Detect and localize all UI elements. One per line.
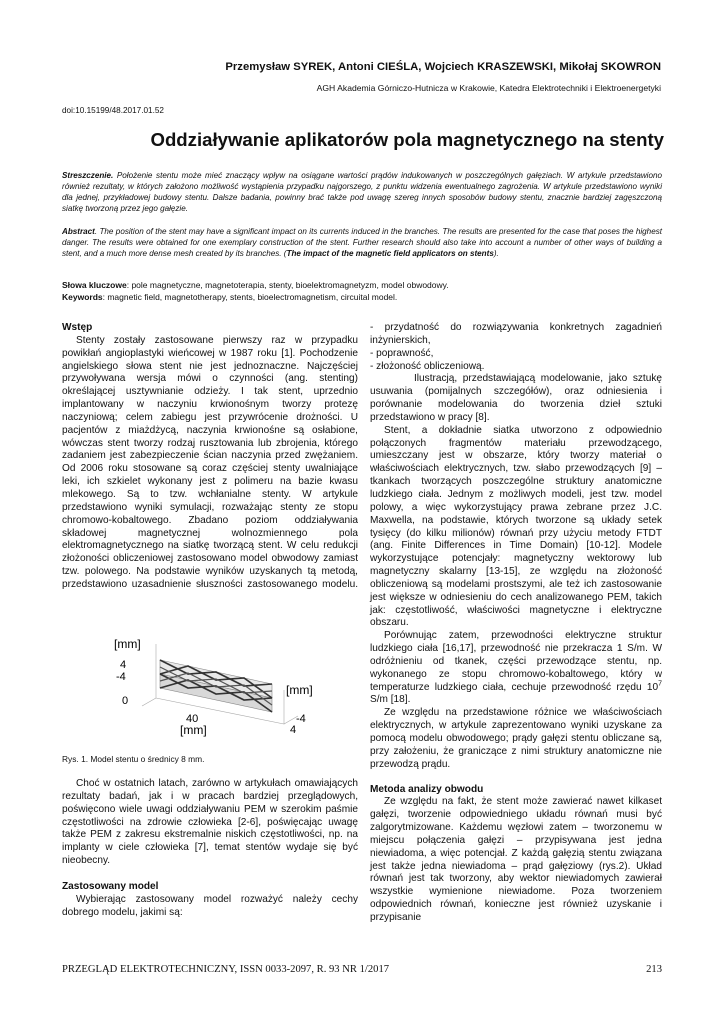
right-column [370, 322, 662, 925]
right-paragraph-5: Ze względu na fakt, że stent może zawierać nawet kilkaset gałęzi, tworzenie odpowiedniego układu równań musi być zalgorytmizowane. Każdemu węzłowi zatem – tworzonemu w miejscu połączenia gałęzi – przypisywana jest jedna niewiadoma, a więc potencjał. Z każdą gałęzią stentu związana jest także jedna niewiadoma – prąd gałęziowy (rys.2). Układ równań jest tak tworzony, aby wektor niewiadomych zawierał wszystkie wymienione niewiadome. Poza tworzeniem odpowiednich równań, konieczne jest również uzyskanie i przypisanie [370, 796, 662, 923]
figure-caption: Rys. 1. Model stentu o średnicy 8 mm. [62, 754, 205, 764]
fig-y-tick-0: 0 [122, 695, 129, 707]
heading-circuit-analysis: Metoda analizy obwodu [370, 783, 484, 795]
intro-paragraph: Stenty zostały zastosowane pierwszy raz w przypadku powikłań angioplastyki wieńcowej w 1987 roku [1]. Pochodzenie angielskiego słowa stent nie jest jednoznaczne. Najczęściej przywoływana wersja mówi o czynności (ang. stenting) określającej usztywnianie odzieży. I tak stent, uprzednio implantowany w naczyniu krwionośnym tworzy protezę naczyniową; celem zabiegu jest przywrócenie drożności. U pacjentów z miażdżycą, naczynia krwionośne są osłabione, wówczas stent tworzy rodzaj rusztowania lub zbrojenia, którego zadaniem jest zabezpieczenie ścian naczynia przed zwężaniem. Od 2006 roku stosowane są coraz częściej stenty uwalniające leki, ich szkielet wykonany jest z polimeru na bazie kwasu mlekowego. Są to tzw. wchłanialne stenty. W artykule przedstawiono wyniki symulacji, rozważając stenty ze stopu chromowo-kobaltowego. Zbadano poziom oddziaływania składowej magnetycznej wolnozmiennego pola elektromagnetycznego na siatkę tworzącą stent. W celu redukcji złożoności obliczeniowej zastosowano model obwodowy zamiast tzw. polowego. Na podstawie wyników uzyskanych tą metodą, przedstawiono uzasadnienie słuszności zastosowanego modelu. [62, 334, 358, 590]
keywords-english-label: Keywords [62, 291, 103, 302]
right-paragraph-2: Stent, a dokładnie siatka utworzono z odpowiednio połączonych fragmentów materiału przewodzącego, umieszczany jest w obszarze, który tworzy materiał o właściwościach elektrycznych, tzw. słabo przewodzących [9] – tkankach tworzących poszczególne struktury anatomiczne ludzkiego ciała. Jednym z możliwych modeli, jest tzw. model polowy, a więc wykorzystujący prawa zebrane przez J.C. Maxwella, na podstawie, których tworzone są układy setek tysięcy (do kilku milionów) równań przy użyciu metody FTDT (ang. Finite Differences in Time Domain) [10-12]. Modele wykorzystujące potencjały: magnetyczny wektorowy lub magnetyczny skalarny [13-15], ze względu na złożoność obliczeniową są modelami prostszymi, ale też ich zastosowanie jest większe w odniesieniu do cech analizowanego PEM, takich jak: częstotliwość, właściwości magnetyczne i elektryczne obszaru. [370, 424, 662, 629]
fig-y-tick-minus4: -4 [116, 671, 126, 683]
abstract-english-text: . The position of the stent may have a significant impact on its currents induced in the branches. The results are presented for the case that poses the highest danger. The results were obtained for one exemplary construction of the stent. Further research should also take into account a number of other ways of building a stent, and a much more dense mesh created by its branches. ( [62, 227, 662, 258]
abstract-polish [62, 170, 662, 214]
paper-title: Oddziaływanie aplikatorów pola magnetycznego na stenty [150, 129, 664, 150]
right-paragraph-3-end: S/m [18]. [370, 694, 411, 706]
right-paragraph-4: Ze względu na przedstawione różnice we właściwościach elektrycznych, w artykule zaprezentowano wyniki uzyskane za pomocą modelu obwodowego; prądy gałęzi stentu obliczane są, przy założeniu, że graniczące z nimi struktury anatomiczne nie przewodzą prądu. [370, 707, 662, 770]
keywords-english [62, 292, 662, 304]
heading-intro: Wstęp [62, 322, 93, 333]
keywords-polish [62, 280, 662, 292]
stent-model-figure [112, 632, 322, 742]
authors: Przemysław SYREK, Antoni CIEŚLA, Wojciech KRASZEWSKI, Mikołaj SKOWRON [225, 61, 661, 73]
keywords-polish-text: : pole magnetyczne, magnetoterapia, stenty, bioelektromagnetyzm, model obwodowy. [126, 280, 449, 290]
fig-x-tick-40: 40 [186, 713, 199, 725]
fig-y-tick-4: 4 [120, 659, 127, 671]
list-item-2: - poprawność, [370, 347, 434, 359]
fig-y-unit: [mm] [114, 637, 141, 651]
left-column-lower [62, 778, 358, 919]
affiliation: AGH Akademia Górniczo-Hutnicza w Krakowie, Katedra Elektrotechniki i Elektroenergetyki [316, 83, 661, 93]
doi: doi:10.15199/48.2017.01.52 [62, 106, 164, 115]
keywords [62, 280, 662, 303]
heading-applied-model: Zastosowany model [62, 880, 159, 892]
left-column-intro [62, 322, 358, 592]
abstract-english [62, 226, 662, 259]
exponent: 7 [658, 680, 662, 688]
list-item-3: - złożoność obliczeniową. [370, 360, 485, 372]
left-paragraph-3: Wybierając zastosowany model rozważyć należy cechy dobrego modelu, jakimi są: [62, 893, 358, 918]
fig-x-unit: [mm] [180, 723, 207, 737]
fig-z-tick-4: 4 [290, 724, 297, 736]
page-footer [62, 964, 662, 975]
abstract-polish-text: Położenie stentu może mieć znaczący wpływ na osiągane wartości prądów indukowanych w poszczególnych gałęziach. W artykule przedstawiono również rezultaty, w których założono możliwość wystąpienia przypadku najgorszego, z punktu widzenia ewentualnego zagrożenia. W artykule przedstawiono wyniki dla jednej, przykładowej budowy stentu. Dalsze badania, powinny brać także pod uwagę szereg innych sposobów budowy stentu, znacznie bardziej zagęszczoną siatkę tworzoną przez jego gałęzie. [62, 171, 662, 213]
keywords-polish-label: Słowa kluczowe [62, 280, 127, 290]
page-number: 213 [646, 964, 662, 975]
abstract-english-label: Abstract [62, 227, 95, 236]
abstract-english-end: ). [493, 249, 499, 258]
right-paragraph-3-main: Porównując zatem, przewodności elektryczne struktur ludzkiego ciała [16,17], przewodność nie przekracza 1 S/m. W odróżnieniu od tkanek, części przewodzące stentu, np. wykonanego ze stopu chromowo-kobaltowego, który w temperaturze ludzkiego ciała, cechuje przewodność rzędu 10 [370, 630, 662, 693]
english-title: The impact of the magnetic field applicators on stents [286, 249, 494, 258]
right-paragraph-1: Ilustracją, przedstawiającą modelowanie, jako sztukę usuwania (pomijalnych szczegółów), oraz odniesienia i porównanie modelowania do tworzenia dzieł sztuki przedstawiono w pracy [8]. [370, 373, 662, 423]
journal-info: PRZEGLĄD ELEKTROTECHNICZNY, ISSN 0033-2097, R. 93 NR 1/2017 [62, 964, 390, 975]
stent-mesh [160, 660, 272, 712]
keywords-english-text: : magnetic field, magnetotherapy, stents, bioelectromagnetism, circuital model. [102, 291, 398, 302]
fig-z-tick-minus4: -4 [296, 713, 306, 725]
fig-z-unit: [mm] [286, 683, 313, 697]
left-paragraph-2: Choć w ostatnich latach, zarówno w artykułach omawiających rezultaty badań, jak i w pracach bardziej przeglądowych, poświęcono wiele uwagi oddziaływaniu PEM w szerokim paśmie częstotliwości na zdrowie człowieka [2-6], poświęcając uwagę także PEM z zakresu ekstremalnie niskich częstotliwości, np. na implanty w ciele człowieka [7], temat stentów wydaje się być nieobecny. [62, 778, 358, 867]
right-paragraph-3 [370, 630, 662, 707]
list-item-1: - przydatność do rozwiązywania konkretnych zagadnień inżynierskich, [370, 322, 662, 346]
abstract-polish-label: Streszczenie. [62, 171, 114, 180]
